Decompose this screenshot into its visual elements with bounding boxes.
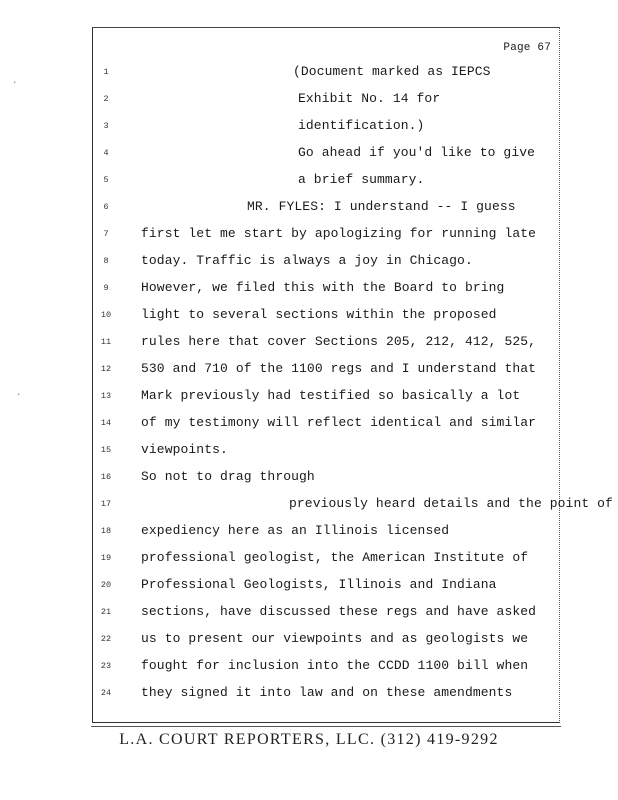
- transcript-line: [93, 332, 559, 352]
- line-number: 13: [100, 391, 112, 401]
- transcript-line: [93, 521, 559, 541]
- transcript-line: [93, 386, 559, 406]
- transcript-line: [93, 602, 559, 622]
- line-number: 16: [100, 472, 112, 482]
- line-text: rules here that cover Sections 205, 212, 412, 525,: [141, 334, 537, 349]
- line-text: light to several sections within the proposed: [141, 307, 497, 322]
- line-text: Mark previously had testified so basically a lot: [141, 388, 521, 403]
- transcript-line: [93, 89, 559, 109]
- transcript-line: [93, 305, 559, 325]
- transcript-page: [92, 27, 613, 723]
- line-text: they signed it into law and on these amendments: [141, 685, 513, 700]
- transcript-line: [93, 575, 559, 595]
- line-text: viewpoints.: [141, 442, 228, 457]
- line-text: expediency here as an Illinois licensed: [141, 523, 450, 538]
- transcript-line: [93, 413, 559, 433]
- transcript-line: [93, 359, 559, 379]
- transcript-line: [93, 278, 559, 298]
- line-text: 530 and 710 of the 1100 regs and I understand that: [141, 361, 537, 376]
- line-text: previously heard details and the point of: [289, 496, 613, 511]
- transcript-line: [93, 629, 559, 649]
- line-text: fought for inclusion into the CCDD 1100 bill when: [141, 658, 529, 673]
- line-text: (Document marked as IEPCS: [293, 64, 491, 79]
- line-text: professional geologist, the American Institute of: [141, 550, 529, 565]
- transcript-line: [93, 548, 559, 568]
- line-number: 19: [100, 553, 112, 563]
- page-number: Page 67: [503, 42, 551, 54]
- line-text: identification.): [298, 118, 425, 133]
- line-text: So not to drag through: [141, 469, 315, 484]
- line-text: Exhibit No. 14 for: [298, 91, 441, 106]
- line-number: 22: [100, 634, 112, 644]
- line-number: 20: [100, 580, 112, 590]
- line-number: 23: [100, 661, 112, 671]
- line-number: 24: [100, 688, 112, 698]
- line-text: MR. FYLES: I understand -- I guess: [247, 199, 516, 214]
- line-number: 10: [100, 310, 112, 320]
- line-number: 3: [103, 121, 109, 131]
- line-number: 18: [100, 526, 112, 536]
- scan-speck: ·: [12, 78, 18, 88]
- line-number: 5: [103, 175, 109, 185]
- line-text: However, we filed this with the Board to bring: [141, 280, 505, 295]
- line-number: 4: [103, 148, 109, 158]
- line-text: sections, have discussed these regs and have asked: [141, 604, 537, 619]
- line-text: a brief summary.: [298, 172, 425, 187]
- line-number: 2: [103, 94, 109, 104]
- footer-court-reporter: L.A. COURT REPORTERS, LLC. (312) 419-9292: [119, 731, 499, 748]
- line-number: 12: [100, 364, 112, 374]
- line-number: 17: [100, 499, 112, 509]
- line-number: 14: [100, 418, 112, 428]
- line-text: Go ahead if you'd like to give: [298, 145, 536, 160]
- transcript-line: [93, 224, 559, 244]
- transcript-line: [93, 683, 559, 703]
- transcript-line: [93, 656, 559, 676]
- line-number: 1: [103, 67, 109, 77]
- line-number: 15: [100, 445, 112, 455]
- line-text: today. Traffic is always a joy in Chicago.: [141, 253, 473, 268]
- scan-speck: ·: [16, 390, 22, 400]
- line-number: 8: [103, 256, 109, 266]
- transcript-line: [93, 440, 559, 460]
- transcript-line: [93, 197, 559, 217]
- transcript-line: [93, 62, 559, 82]
- transcript-line: [93, 251, 559, 271]
- line-number: 11: [100, 337, 112, 347]
- transcript-line: [93, 170, 559, 190]
- line-number: 9: [103, 283, 109, 293]
- line-number: 6: [103, 202, 109, 212]
- line-text: Professional Geologists, Illinois and Indiana: [141, 577, 497, 592]
- line-text: us to present our viewpoints and as geologists we: [141, 631, 529, 646]
- line-number: 7: [103, 229, 109, 239]
- transcript-line: [93, 143, 559, 163]
- line-text: of my testimony will reflect identical and similar: [141, 415, 537, 430]
- line-number: 21: [100, 607, 112, 617]
- transcript-line: [93, 467, 559, 487]
- line-text: first let me start by apologizing for running late: [141, 226, 537, 241]
- transcript-line: [93, 116, 559, 136]
- transcript-line: [93, 494, 613, 514]
